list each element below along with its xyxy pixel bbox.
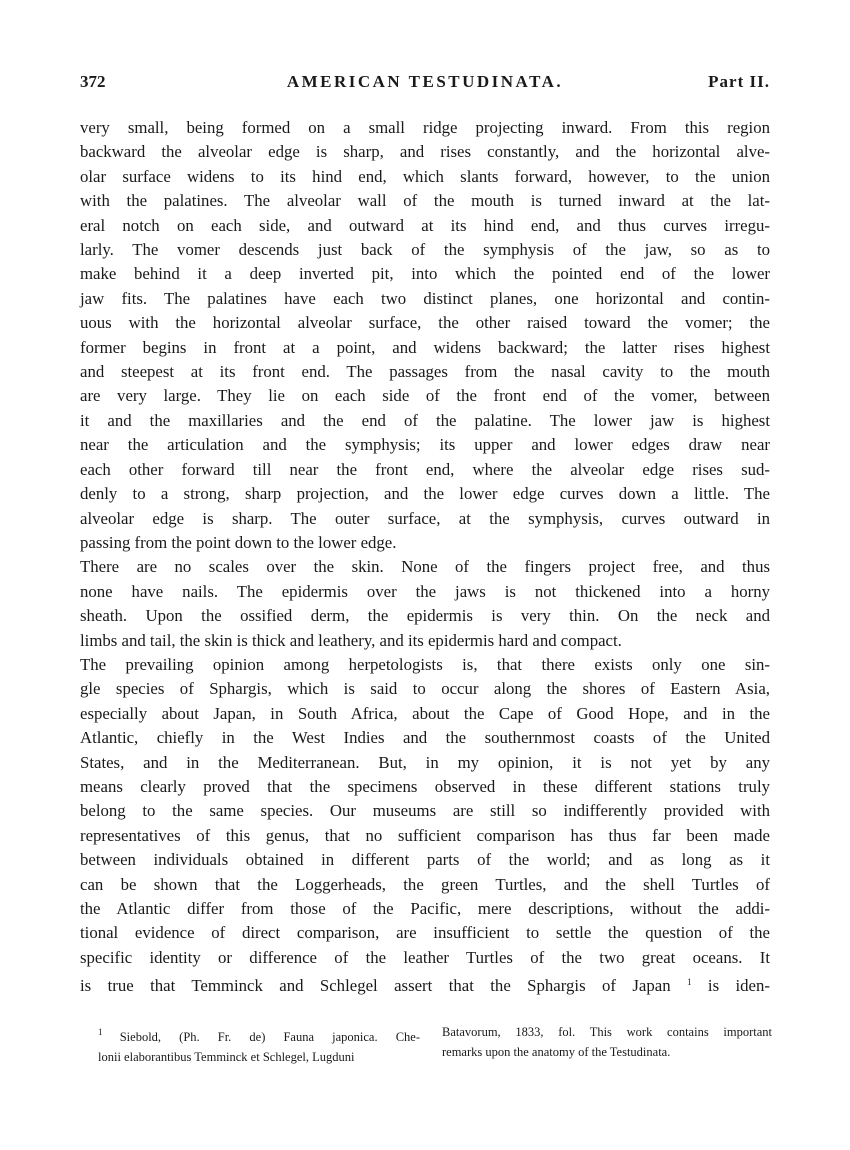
text-line: is true that Temminck and Schlegel assert that the Sphargis of Japan $^1$ is iden- (80, 976, 770, 996)
text-line: make behind it a deep inverted pit, into which the pointed end of the lower (80, 264, 770, 284)
footnote-line: lonii elaborantibus Temminck et Schlegel, Lugduni (98, 1050, 355, 1064)
text-line: it and the maxillaries and the end of the palatine. The lower jaw is highest (80, 410, 770, 430)
text-line: especially about Japan, in South Africa, about the Cape of Good Hope, and in the (80, 703, 770, 723)
footnote-column-left (98, 1022, 420, 1067)
text-line: can be shown that the Loggerheads, the green Turtles, and the shell Turtles of (80, 874, 770, 894)
line-tail: is iden- (691, 976, 770, 996)
text-line: jaw fits. The palatines have each two distinct planes, one horizontal and contin- (80, 288, 770, 308)
text-line: gle species of Sphargis, which is said to occur along the shores of Eastern Asia, (80, 679, 770, 699)
footnote-text: Siebold, (Ph. Fr. de) Fauna japonica. Che- (119, 1030, 420, 1044)
text-line: none have nails. The epidermis over the jaws is not thickened into a horny (80, 581, 770, 601)
running-title: AMERICAN TESTUDINATA. (286, 72, 564, 91)
text-line: There are no scales over the skin. None of the fingers project free, and thus (80, 557, 770, 577)
footnote-reference[interactable]: 1 (687, 977, 692, 988)
text-line: specific identity or difference of the leather Turtles of the two great oceans. It (80, 947, 770, 967)
part-label: Part II. (708, 72, 770, 91)
footnote-column-right (442, 1022, 772, 1062)
text-line: States, and in the Mediterranean. But, in my opinion, it is not yet by any (80, 752, 770, 772)
text-line: alveolar edge is sharp. The outer surface, at the symphysis, curves outward in (80, 508, 770, 528)
text-line: between individuals obtained in different parts of the world; and as long as it (80, 850, 770, 870)
text-line: former begins in front at a point, and widens backward; the latter rises highest (80, 337, 770, 357)
text-line: with the palatines. The alveolar wall of the mouth is turned inward at the lat- (80, 191, 770, 211)
text-line: larly. The vomer descends just back of the symphysis of the jaw, so as to (80, 240, 770, 260)
text-line: The prevailing opinion among herpetologists is, that there exists only one sin- (80, 654, 770, 674)
footnote-line (98, 1022, 420, 1047)
text-line: each other forward till near the front end, where the alveolar edge rises sud- (80, 459, 770, 479)
text-line: limbs and tail, the skin is thick and leathery, and its epidermis hard and compact. (80, 630, 622, 650)
text-line: and steepest at its front end. The passages from the nasal cavity to the mouth (80, 362, 770, 382)
text-line: are very large. They lie on each side of the front end of the vomer, between (80, 386, 770, 406)
page-number: 372 (80, 72, 106, 91)
text-line: means clearly proved that the specimens observed in these different stations truly (80, 776, 770, 796)
footnote-line: Batavorum, 1833, fol. This work contains important (442, 1025, 772, 1039)
running-header (80, 72, 770, 100)
text-line: backward the alveolar edge is sharp, and rises constantly, and the horizontal alve- (80, 142, 770, 162)
body-text (80, 116, 770, 999)
text-line: eral notch on each side, and outward at its hind end, and thus curves irregu- (80, 215, 770, 235)
text-line: passing from the point down to the lower edge. (80, 532, 397, 552)
text-line: sheath. Upon the ossified derm, the epidermis is very thin. On the neck and (80, 606, 770, 626)
text-line: very small, being formed on a small ridge projecting inward. From this region (80, 118, 770, 137)
text-line: near the articulation and the symphysis; its upper and lower edges draw near (80, 435, 770, 455)
text-line: representatives of this genus, that no sufficient comparison has thus far been made (80, 825, 770, 845)
footnote-marker: 1 (98, 1027, 120, 1037)
text-line: tional evidence of direct comparison, are insufficient to settle the question of the (80, 923, 770, 943)
text-line: the Atlantic differ from those of the Pacific, mere descriptions, without the addi- (80, 899, 770, 918)
footnote-line: remarks upon the anatomy of the Testudinata. (442, 1045, 671, 1059)
text-line: Atlantic, chiefly in the West Indies and the southernmost coasts of the United (80, 728, 770, 748)
text-line: belong to the same species. Our museums are still so indifferently provided with (80, 801, 770, 821)
text-line: uous with the horizontal alveolar surface, the other raised toward the vomer; the (80, 313, 770, 333)
text-line: olar surface widens to its hind end, which slants forward, however, to the union (80, 166, 770, 186)
text-line: denly to a strong, sharp projection, and the lower edge curves down a little. The (80, 484, 770, 504)
